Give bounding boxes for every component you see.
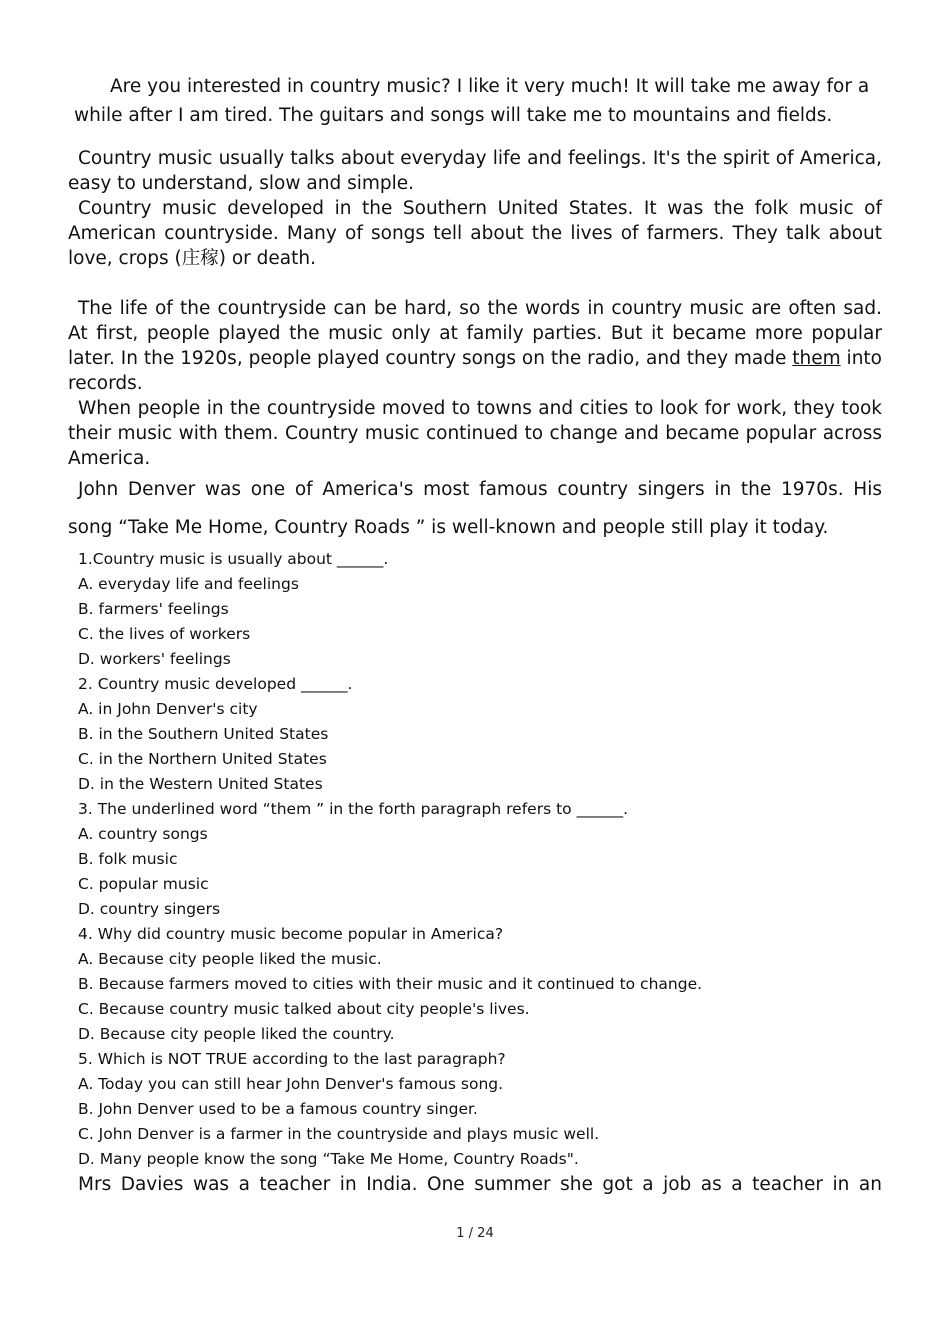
question-1-option-a: A. everyday life and feelings — [78, 575, 299, 593]
paragraph-1 — [74, 72, 880, 130]
question-5-stem: 5. Which is NOT TRUE according to the last paragraph? — [78, 1050, 506, 1068]
question-4-option-d: D. Because city people liked the country. — [78, 1025, 395, 1043]
question-2-option-c: C. in the Northern United States — [78, 750, 327, 768]
paragraph-3 — [68, 196, 882, 271]
page-number: 1 / 24 — [456, 1226, 494, 1241]
paragraph-2 — [68, 146, 882, 196]
question-5-option-a: A. Today you can still hear John Denver's famous song. — [78, 1075, 504, 1093]
question-4-stem: 4. Why did country music become popular in America? — [78, 925, 504, 943]
question-1-option-d: D. workers' feelings — [78, 650, 231, 668]
question-5-option-b: B. John Denver used to be a famous country singer. — [78, 1100, 478, 1118]
question-1-option-c: C. the lives of workers — [78, 625, 251, 643]
question-5-option-d: D. Many people know the song “Take Me Home, Country Roads". — [78, 1150, 579, 1168]
question-3-option-b: B. folk music — [78, 850, 178, 868]
next-passage-start — [68, 1172, 882, 1197]
next-passage-text: Mrs Davies was a teacher in India. One summer she got a job as a teacher in an — [78, 1174, 882, 1195]
question-2-option-a: A. in John Denver's city — [78, 700, 258, 718]
question-1-option-b: B. farmers' feelings — [78, 600, 229, 618]
question-4-option-a: A. Because city people liked the music. — [78, 950, 382, 968]
question-3-option-a: A. country songs — [78, 825, 208, 843]
underlined-word-them: them — [792, 348, 841, 369]
question-2-stem: 2. Country music developed ______. — [78, 675, 353, 693]
paragraph-3-text: Country music developed in the Southern United States. It was the folk music of American countryside. Many of songs tell about the lives of farmers. They talk about love, crops (庄稼) or death. — [68, 198, 882, 269]
question-1-stem: 1.Country music is usually about ______. — [78, 550, 389, 568]
questions-section — [78, 547, 878, 1172]
question-4-option-c: C. Because country music talked about city people's lives. — [78, 1000, 530, 1018]
question-4-option-b: B. Because farmers moved to cities with their music and it continued to change. — [78, 975, 703, 993]
paragraph-4 — [68, 296, 882, 396]
question-3-option-c: C. popular music — [78, 875, 209, 893]
paragraph-5-text: When people in the countryside moved to towns and cities to look for work, they took their music with them. Country music continued to change and became popular across America. — [68, 398, 882, 469]
paragraph-4-text-a: The life of the countryside can be hard, so the words in country music are often sad. At first, people played the music only at family parties. But it became more popular later. In the 1920s, people played country songs on the radio, and they made — [68, 298, 882, 369]
paragraph-6-text: John Denver was one of America's most famous country singers in the 1970s. His song “Take Me Home, Country Roads ” is well-known and people still play it today. — [68, 479, 882, 538]
paragraph-1-text: Are you interested in country music? I like it very much! It will take me away for a while after I am tired. The guitars and songs will take me to mountains and fields. — [74, 76, 870, 126]
question-3-option-d: D. country singers — [78, 900, 221, 918]
paragraph-2-text: Country music usually talks about everyday life and feelings. It's the spirit of America, easy to understand, slow and simple. — [68, 148, 882, 194]
question-2-option-b: B. in the Southern United States — [78, 725, 329, 743]
paragraph-5 — [68, 396, 882, 471]
question-2-option-d: D. in the Western United States — [78, 775, 323, 793]
paragraph-4-text-b: into records. — [68, 348, 882, 394]
question-3-stem: 3. The underlined word “them ” in the forth paragraph refers to ______. — [78, 800, 629, 818]
question-5-option-c: C. John Denver is a farmer in the countryside and plays music well. — [78, 1125, 600, 1143]
paragraph-6 — [68, 471, 882, 547]
